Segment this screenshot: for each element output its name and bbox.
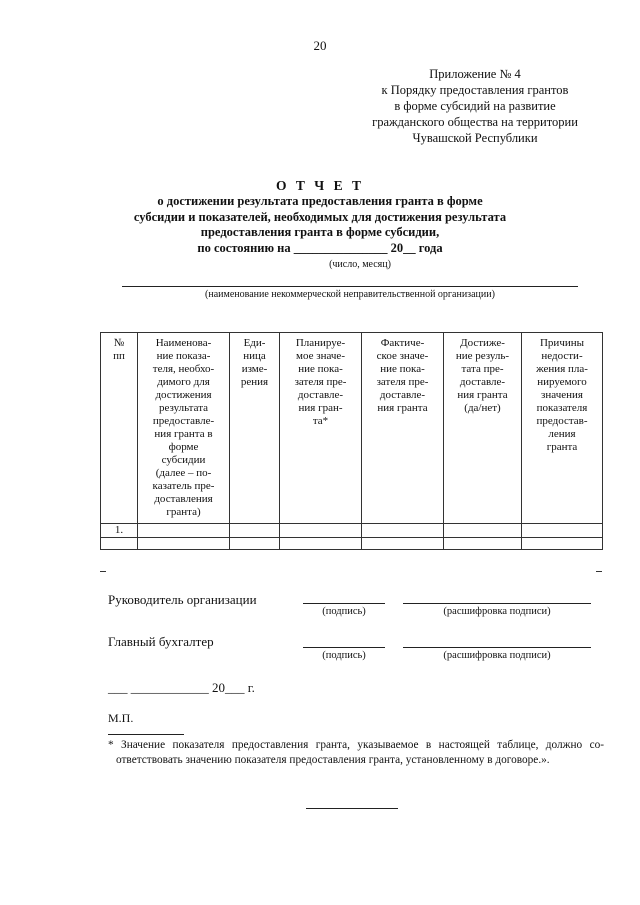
- head-label: Руководитель организации: [108, 592, 257, 607]
- accountant-decoding-hint: (расшифровка подписи): [443, 650, 551, 661]
- header-cell: [362, 333, 444, 524]
- header-cell: [522, 333, 603, 524]
- appendix-line: Чувашской Республики: [412, 131, 538, 145]
- header-cell-line: пп: [113, 350, 125, 362]
- subtitle-line: по состоянию на _______________ 20__ года: [197, 240, 443, 255]
- report-subtitle: [60, 194, 580, 256]
- table-row: [101, 538, 603, 550]
- table-cell: [138, 538, 230, 550]
- header-cell-line: ления: [548, 428, 576, 440]
- appendix-line: в форме субсидий на развитие: [394, 99, 556, 113]
- table-break-mark: [100, 571, 106, 572]
- organization-name-line: [122, 286, 578, 287]
- header-cell-line: зателя пре-: [376, 376, 429, 388]
- table-cell: [362, 538, 444, 550]
- header-cell-line: предостав-: [536, 415, 588, 427]
- footnote-rule: [108, 734, 184, 735]
- head-signature-hint: (подпись): [322, 606, 366, 617]
- header-cell-line: субсидии: [161, 454, 206, 466]
- header-cell-line: Причины: [539, 337, 585, 349]
- table-cell: 1.: [101, 524, 138, 538]
- header-cell-line: гранта: [546, 441, 578, 453]
- head-decoding-line: [403, 603, 591, 604]
- header-cell-line: доставления: [154, 493, 213, 505]
- header-cell-line: ние показа-: [156, 350, 211, 362]
- table-cell: [444, 538, 522, 550]
- header-cell-line: ние резуль-: [455, 350, 510, 362]
- header-cell-line: нируемого: [537, 376, 587, 388]
- end-rule: [306, 808, 398, 809]
- header-cell-line: значения: [541, 389, 583, 401]
- table-cell: [280, 524, 362, 538]
- head-signature-line: [303, 603, 385, 604]
- table-cell: [444, 524, 522, 538]
- header-cell-line: показателя: [536, 402, 588, 414]
- header-cell-line: недости-: [541, 350, 583, 362]
- table-row: [101, 524, 603, 538]
- footnote: * Значение показателя предоставления гранта, указываемое в настоящей таблице, должно со-ответствовать значению показателя предоставления гранта, установленному в договоре.».: [108, 739, 604, 766]
- table-cell: [522, 538, 603, 550]
- subtitle-line: о достижении результата предоставления гранта в форме: [157, 194, 483, 208]
- organization-hint: (наименование некоммерческой неправительственной организации): [205, 289, 495, 300]
- appendix-line: к Порядку предоставления грантов: [381, 83, 569, 97]
- signing-date-line: ___ ____________ 20___ г.: [108, 680, 255, 695]
- header-cell-line: зателя пре-: [294, 376, 347, 388]
- accountant-decoding-line: [403, 647, 591, 648]
- header-cell: [444, 333, 522, 524]
- head-decoding-hint: (расшифровка подписи): [443, 606, 551, 617]
- header-cell-line: форме: [168, 441, 199, 453]
- header-cell-line: доставле-: [379, 389, 426, 401]
- report-title: О Т Ч Е Т: [276, 178, 364, 193]
- header-cell-line: ния гранта: [377, 402, 428, 414]
- table-cell: [138, 524, 230, 538]
- header-cell-line: (да/нет): [464, 402, 501, 414]
- header-cell-line: мое значе-: [296, 350, 345, 362]
- subtitle-line: субсидии и показателей, необходимых для достижения результата: [133, 209, 507, 224]
- header-cell-line: доставле-: [297, 389, 344, 401]
- table-cell: [230, 524, 280, 538]
- table-cell: [280, 538, 362, 550]
- header-cell: [230, 333, 280, 524]
- header-cell: [138, 333, 230, 524]
- header-cell-line: теля, необхо-: [152, 363, 215, 375]
- header-cell-line: жения пла-: [536, 363, 588, 375]
- report-table: [100, 332, 603, 550]
- header-cell: [280, 333, 362, 524]
- header-cell-line: ния гран-: [298, 402, 343, 414]
- header-cell-line: изме-: [241, 363, 268, 375]
- table-cell: [230, 538, 280, 550]
- header-cell-line: ница: [243, 350, 266, 362]
- table-break-mark: [596, 571, 602, 572]
- header-cell: [101, 333, 138, 524]
- header-cell-line: казатель пре-: [152, 480, 215, 492]
- accountant-label: Главный бухгалтер: [108, 634, 214, 649]
- header-cell-line: достижения: [155, 389, 212, 401]
- appendix-line: Приложение № 4: [429, 67, 521, 81]
- header-cell-line: Еди-: [243, 337, 266, 349]
- header-cell-line: ния гранта: [457, 389, 508, 401]
- header-cell-line: предоставле-: [152, 415, 215, 427]
- header-cell-line: рения: [240, 376, 269, 388]
- table-cell: [522, 524, 603, 538]
- header-cell-line: (далее – по-: [155, 467, 212, 479]
- table-cell: [362, 524, 444, 538]
- appendix-header: [330, 66, 620, 146]
- subtitle-line: предоставления гранта в форме субсидии,: [200, 225, 440, 239]
- header-cell-line: ние пока-: [298, 363, 343, 375]
- header-cell-line: димого для: [157, 376, 210, 388]
- header-cell-line: ние пока-: [380, 363, 425, 375]
- appendix-line: гражданского общества на территории: [372, 115, 578, 129]
- table-header-row: [101, 333, 603, 524]
- header-cell-line: №: [113, 337, 125, 349]
- date-hint: (число, месяц): [329, 259, 391, 270]
- header-cell-line: доставле-: [459, 376, 506, 388]
- accountant-signature-hint: (подпись): [322, 650, 366, 661]
- header-cell-line: результата: [158, 402, 209, 414]
- header-cell-line: ское значе-: [376, 350, 429, 362]
- header-cell-line: гранта): [166, 506, 201, 518]
- header-cell-line: Наименова-: [155, 337, 212, 349]
- accountant-signature-line: [303, 647, 385, 648]
- stamp-place: М.П.: [108, 711, 134, 725]
- header-cell-line: Планируе-: [295, 337, 346, 349]
- table-cell: [101, 538, 138, 550]
- header-cell-line: Достиже-: [460, 337, 505, 349]
- header-cell-line: та*: [312, 415, 329, 427]
- header-cell-line: ния гранта в: [154, 428, 213, 440]
- header-cell-line: Фактиче-: [380, 337, 425, 349]
- header-cell-line: тата пре-: [461, 363, 504, 375]
- page-number: 20: [313, 38, 327, 53]
